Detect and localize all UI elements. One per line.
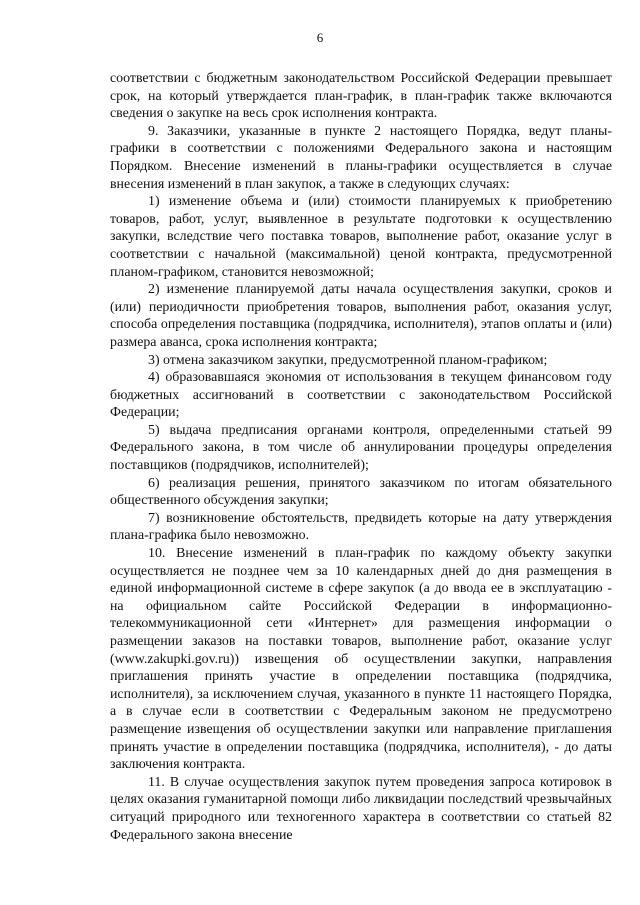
page-number: 6	[316, 30, 324, 45]
list-item-3: 3) отмена заказчиком закупки, предусмотренной планом-графиком;	[148, 352, 548, 368]
paragraph-item-9: 9. Заказчики, указанные в пункте 2 настоящего Порядка, ведут планы-графики в соответствии с положениями Федерального закона и настоящим Порядком. Внесение изменений в планы-графики осуществляется в случае внесения изменений в план закупок, а также в следующих случаях:	[110, 123, 612, 192]
paragraph-item-10: 10. Внесение изменений в план-график по каждому объекту закупки осуществляется не позднее чем за 10 календарных дней до дня размещения в единой информационной системе в сфере закупок (а до ввода ее в эксплуатацию - на официальном сайте Российской Федерации в информационно-телекоммуникационной сети «Интернет» для размещения информации о размещении заказов на поставки товаров, выполнение работ, оказание услуг (www.zakupki.gov.ru)) извещения об осуществлении закупки, направления приглашения принять участие в определении поставщика (подрядчика, исполнителя), за исключением случая, указанного в пункте 11 настоящего Порядка, а в случае если в соответствии с Федеральным законом не предусмотрено размещение извещения об осуществлении закупки или направление приглашения принять участие в определении поставщика (подрядчика, исполнителя), - до даты заключения контракта.	[110, 546, 612, 773]
list-item-7: 7) возникновение обстоятельств, предвидеть которые на дату утверждения плана-графика было невозможно.	[110, 510, 612, 544]
document-body	[110, 70, 612, 844]
paragraph-item-11: 11. В случае осуществления закупок путем проведения запроса котировок в целях оказания гуманитарной помощи либо ликвидации последствий чрезвычайных ситуаций природного или техногенного характера в соответствии со статьей 82 Федерального закона внесение	[110, 774, 612, 843]
list-item-2: 2) изменение планируемой даты начала осуществления закупки, сроков и (или) периодичности приобретения товаров, выполнения работ, оказания услуг, способа определения поставщика (подрядчика, исполнителя), этапов оплаты и (или) размера аванса, срока исполнения контракта;	[110, 282, 612, 350]
list-item-6: 6) реализация решения, принятого заказчиком по итогам обязательного общественного обсуждения закупки;	[110, 475, 612, 509]
list-item-5: 5) выдача предписания органами контроля, определенными статьей 99 Федерального закона, в том числе об аннулировании процедуры определения поставщиков (подрядчиков, исполнителей);	[110, 422, 612, 474]
paragraph-continuation: соответствии с бюджетным законодательством Российской Федерации превышает срок, на который утверждается план-график, в план-график также включаются сведения о закупке на весь срок исполнения контракта.	[110, 71, 612, 122]
list-item-4: 4) образовавшаяся экономия от использования в текущем финансовом году бюджетных ассигнований в соответствии с законодательством Российской Федерации;	[110, 370, 612, 421]
list-item-1: 1) изменение объема и (или) стоимости планируемых к приобретению товаров, работ, услуг, выявленное в результате подготовки к осуществлению закупки, вследствие чего поставка товаров, выполнение работ, оказание услуг в соответствии с начальной (максимальной) ценой контракта, предусмотренной планом-графиком, становится невозможной;	[110, 194, 612, 280]
